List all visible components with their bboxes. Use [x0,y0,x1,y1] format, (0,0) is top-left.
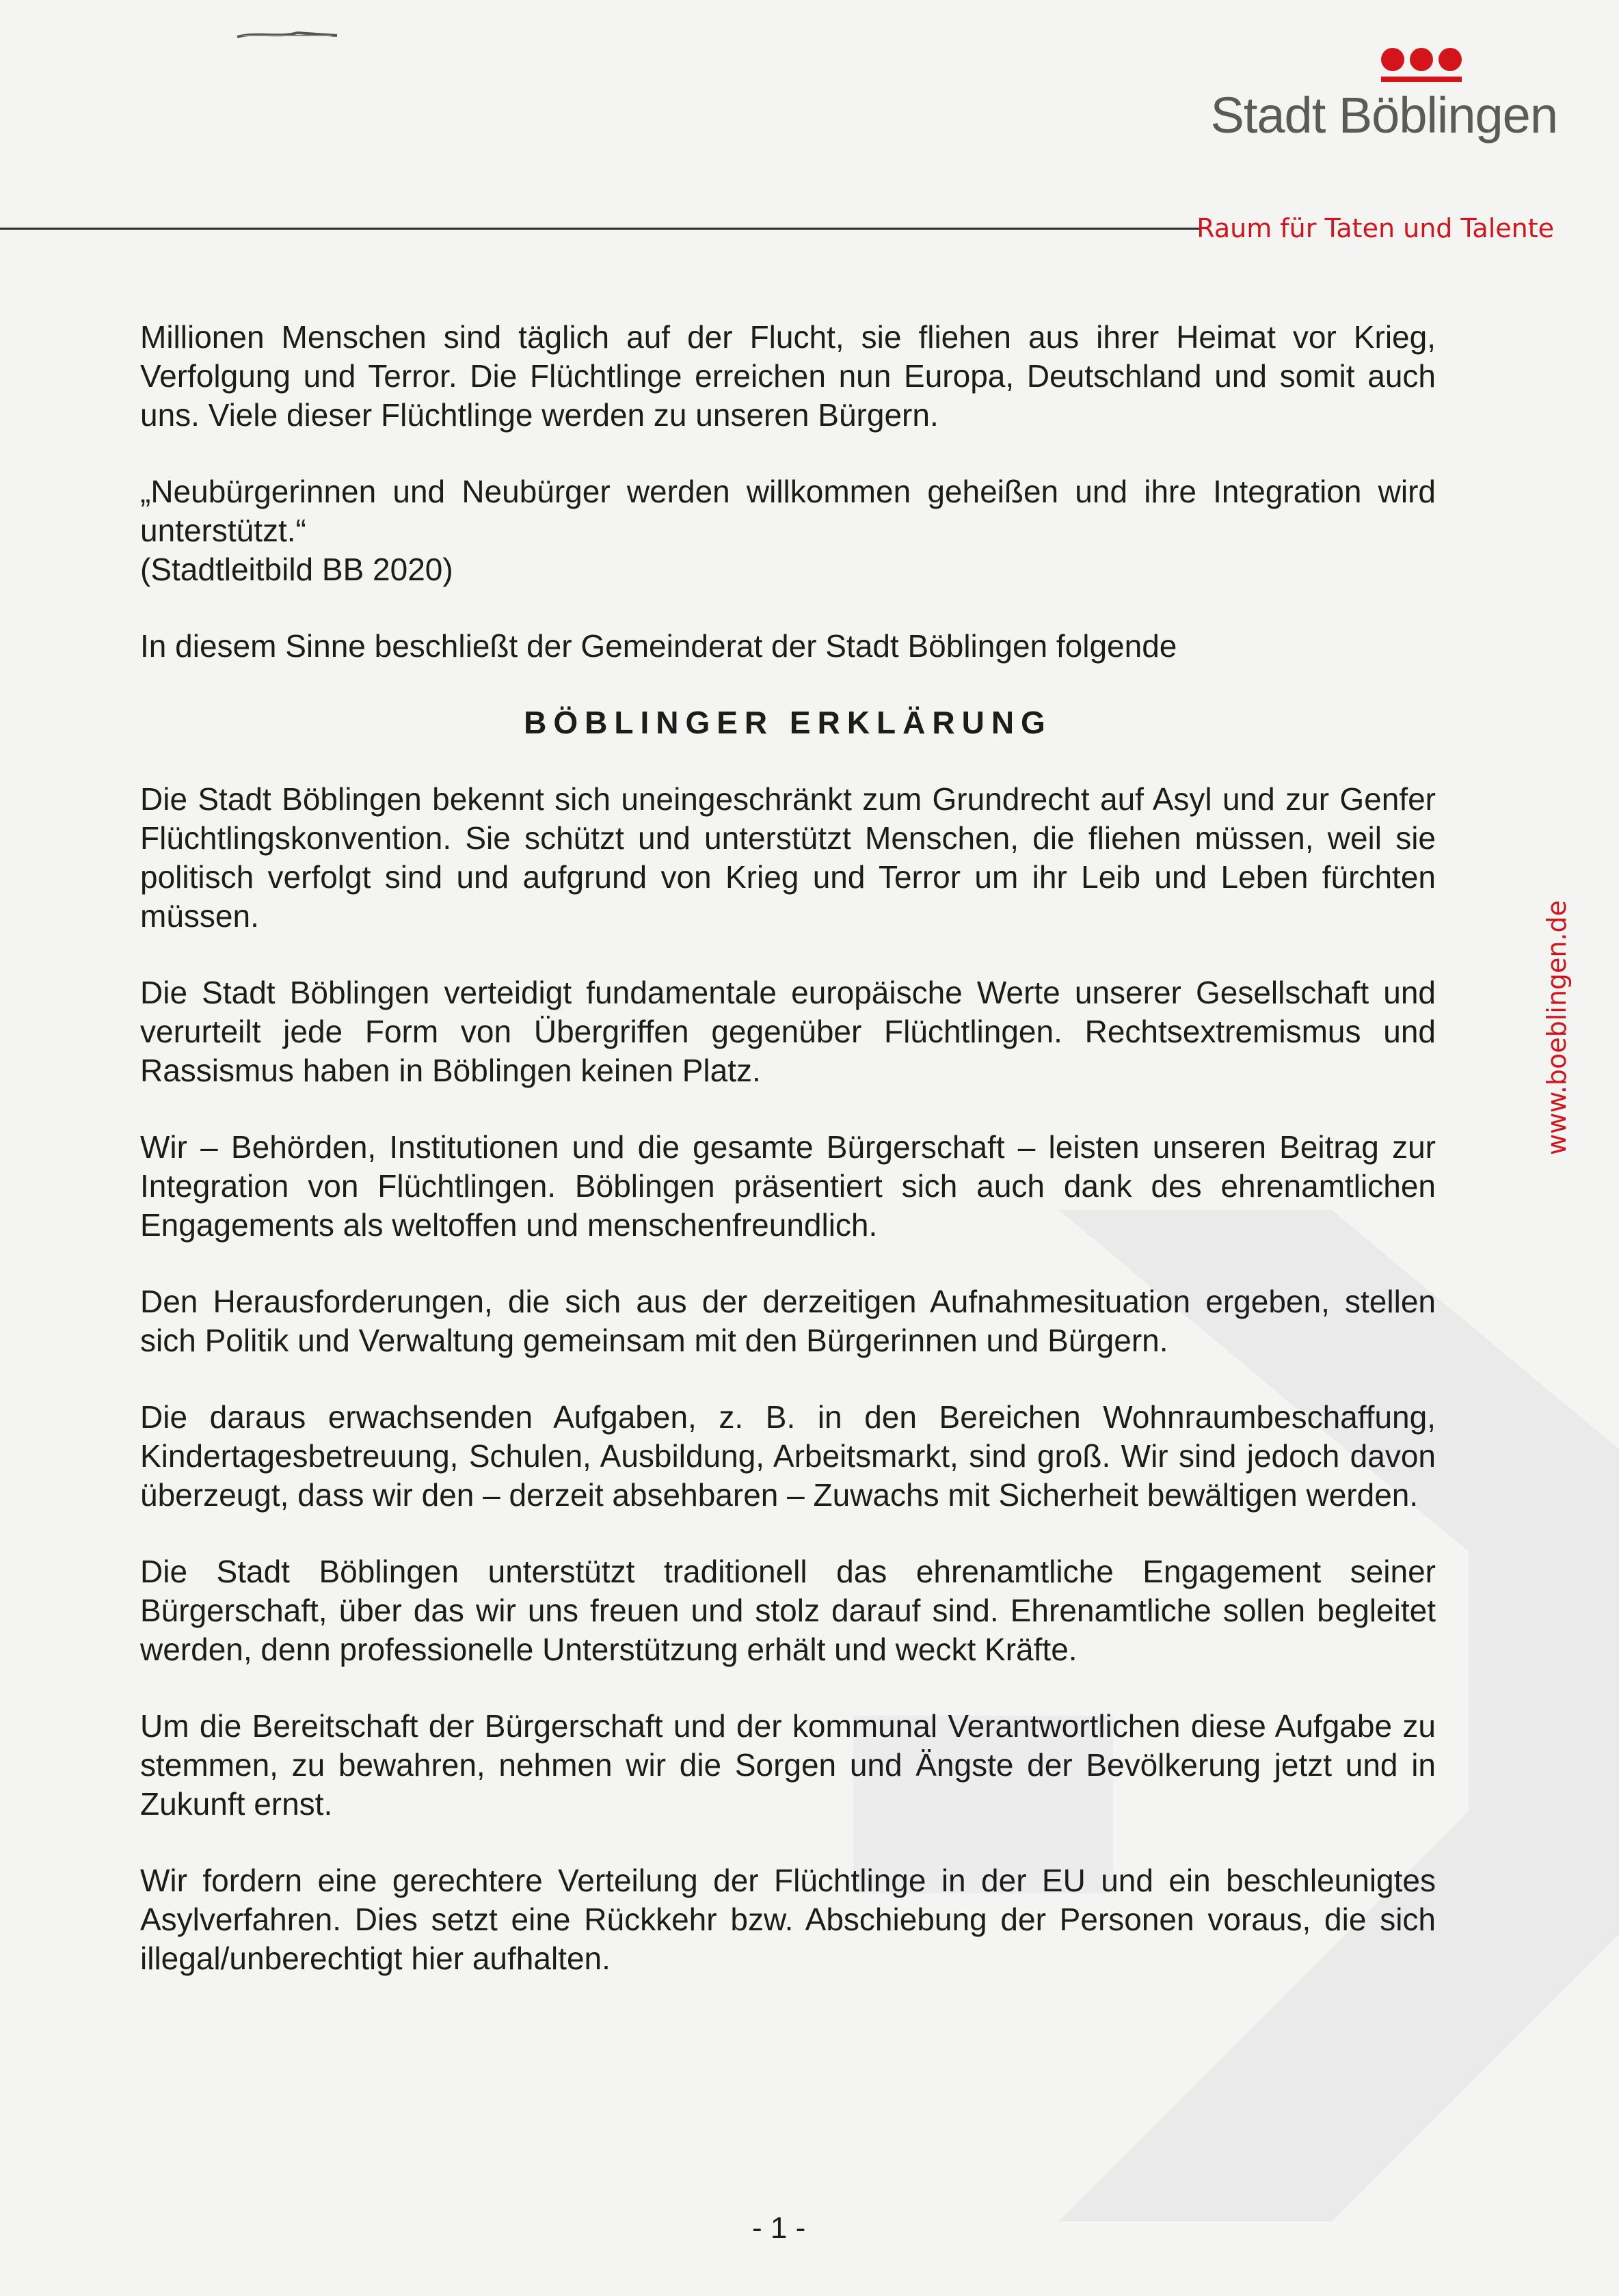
resolution-intro: In diesem Sinne beschließt der Gemeinderat der Stadt Böblingen folgende [140,628,1177,664]
quote-source: (Stadtleitbild BB 2020) [140,552,453,587]
logo-bar [1381,77,1462,82]
declaration-heading: BÖBLINGER ERKLÄRUNG [524,705,1052,740]
staple-icon [236,26,338,42]
header-rule [0,228,1200,230]
paragraph: Um die Bereitschaft der Bürgerschaft und der kommunal Verantwortlichen diese Aufgabe zu stemmen, zu bewahren, nehmen wir die Sorgen und Ängste der Bevölkerung jetzt und in Zukunft ernst. [140,1708,1436,1822]
tagline: Raum für Taten und Talente [1196,213,1554,243]
paragraph: Die Stadt Böblingen bekennt sich uneingeschränkt zum Grundrecht auf Asyl und zur Genfer Flüchtlingskonvention. Sie schützt und unterstützt Menschen, die fliehen müssen, weil sie politisch verfolgt sind und aufgrund von Krieg und Terror um ihr Leib und Leben fürchten müssen. [140,781,1436,934]
intro-paragraph: Millionen Menschen sind täglich auf der Flucht, sie fliehen aus ihrer Heimat vor Krieg, Verfolgung und Terror. Die Flüchtlinge erreichen nun Europa, Deutschland und somit auch uns. Viele dieser Flüchtlinge werden zu unseren Bürgern. [140,319,1436,433]
paragraph: Wir fordern eine gerechtere Verteilung der Flüchtlinge in der EU und ein beschleunigtes Asylverfahren. Dies setzt eine Rückkehr bzw. Abschiebung der Personen voraus, die sich illegal/unberechtigt hier aufhalten. [140,1863,1436,1976]
paragraph: Die daraus erwachsenden Aufgaben, z. B. in den Bereichen Wohnraumbeschaffung, Kindertagesbetreuung, Schulen, Ausbildung, Arbeitsmarkt, sind groß. Wir sind jedoch davon überzeugt, dass wir den – derzeit absehbaren – Zuwachs mit Sicherheit bewältigen werden. [140,1399,1436,1513]
page-number: - 1 - [752,2211,806,2245]
paragraph: Den Herausforderungen, die sich aus der derzeitigen Aufnahmesituation ergeben, stellen sich Politik und Verwaltung gemeinsam mit den Bürgerinnen und Bürgern. [140,1284,1436,1358]
quote: „Neubürgerinnen und Neubürger werden willkommen geheißen und ihre Integration wird unterstützt.“ [140,474,1436,548]
logo-dots-icon [1381,48,1462,71]
logo-name: Stadt Böblingen [1210,87,1557,144]
document-body [140,318,1436,2016]
paragraph: Die Stadt Böblingen verteidigt fundamentale europäische Werte unserer Gesellschaft und verurteilt jede Form von Übergriffen gegenüber Flüchtlingen. Rechtsextremismus und Rassismus haben in Böblingen keinen Platz. [140,975,1436,1088]
paragraph: Die Stadt Böblingen unterstützt traditionell das ehrenamtliche Engagement seiner Bürgerschaft, über das wir uns freuen und stolz darauf sind. Ehrenamtliche sollen begleitet werden, denn professionelle Unterstützung erhält und weckt Kräfte. [140,1554,1436,1667]
side-url: www.boeblingen.de [1542,900,1572,1155]
city-logo [1202,48,1557,150]
paragraph: Wir – Behörden, Institutionen und die gesamte Bürgerschaft – leisten unseren Beitrag zur Integration von Flüchtlingen. Böblingen präsentiert sich auch dank des ehrenamtlichen Engagements als weltoffen und menschenfreundlich. [140,1129,1436,1243]
